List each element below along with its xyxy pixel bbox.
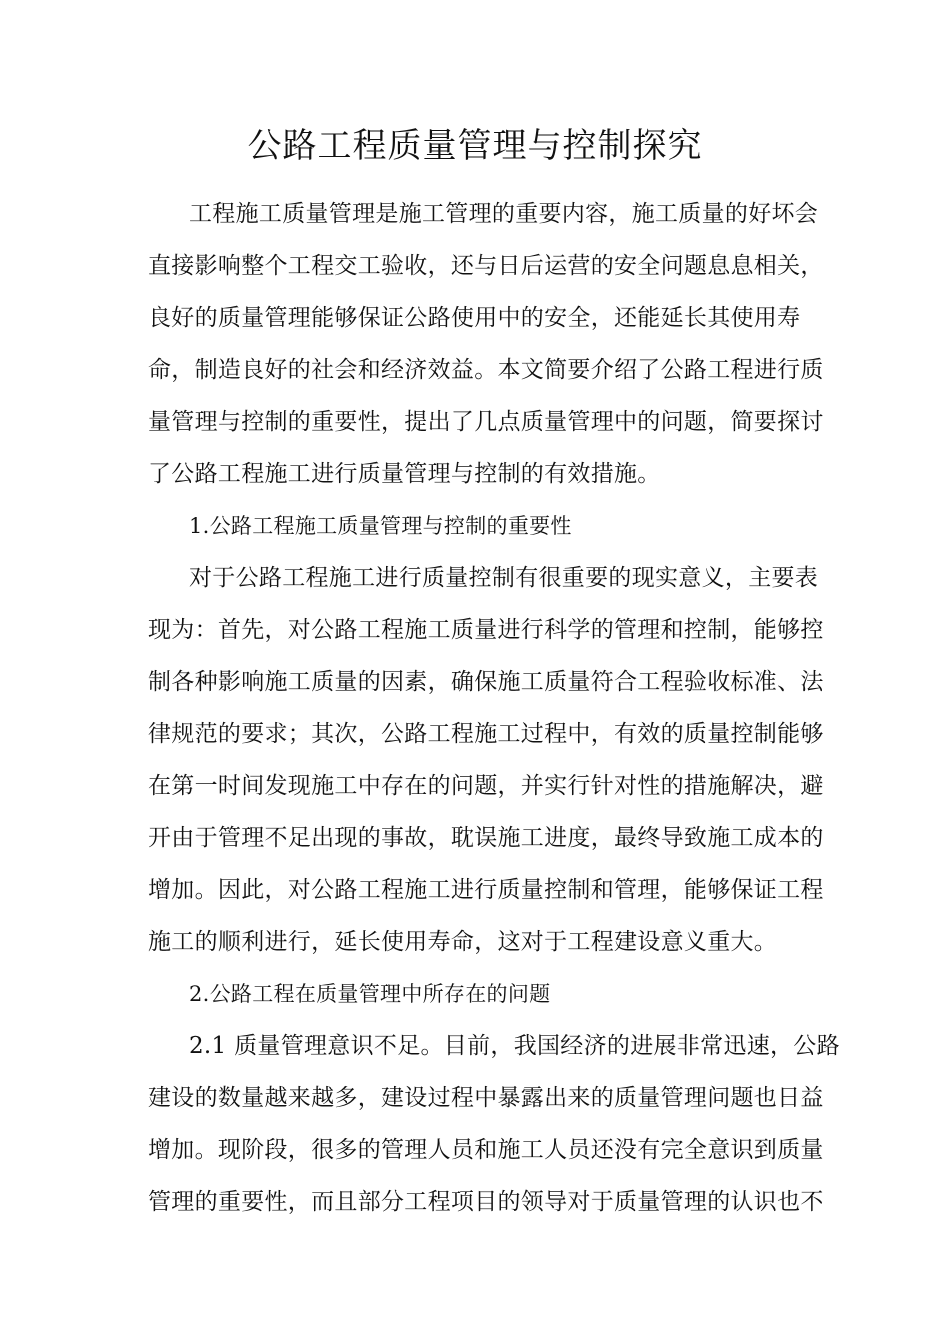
- paragraph-line: 增加。因此，对公路工程施工进行质量控制和管理，能够保证工程: [148, 877, 824, 903]
- section-heading-1: 1.公路工程施工质量管理与控制的重要性: [189, 514, 572, 538]
- paragraph-line: 律规范的要求；其次，公路工程施工过程中，有效的质量控制能够: [148, 721, 824, 747]
- paragraph-line: 对于公路工程施工进行质量控制有很重要的现实意义，主要表: [189, 565, 819, 591]
- paragraph-line: 直接影响整个工程交工验收，还与日后运营的安全问题息息相关，: [148, 253, 824, 279]
- paragraph-line: 良好的质量管理能够保证公路使用中的安全，还能延长其使用寿: [148, 305, 801, 331]
- paragraph-line: 工程施工质量管理是施工管理的重要内容，施工质量的好坏会: [189, 201, 819, 227]
- paragraph-line: 管理的重要性，而且部分工程项目的领导对于质量管理的认识也不: [148, 1189, 824, 1215]
- paragraph-line: 了公路工程施工进行质量管理与控制的有效措施。: [148, 461, 661, 487]
- paragraph-line: 现为：首先，对公路工程施工质量进行科学的管理和控制，能够控: [148, 617, 824, 643]
- paragraph-line: 量管理与控制的重要性，提出了几点质量管理中的问题，简要探讨: [148, 409, 824, 435]
- paragraph-line: 2.1 质量管理意识不足。目前，我国经济的进展非常迅速，公路: [189, 1033, 840, 1059]
- paragraph-line: 制各种影响施工质量的因素，确保施工质量符合工程验收标准、法: [148, 669, 824, 695]
- paragraph-line: 施工的顺利进行，延长使用寿命，这对于工程建设意义重大。: [148, 929, 778, 955]
- section-heading-2: 2.公路工程在质量管理中所存在的问题: [189, 982, 551, 1006]
- paragraph-line: 在第一时间发现施工中存在的问题，并实行针对性的措施解决，避: [148, 773, 824, 799]
- document-title: 公路工程质量管理与控制探究: [247, 126, 703, 166]
- paragraph-line: 命，制造良好的社会和经济效益。本文简要介绍了公路工程进行质: [148, 357, 824, 383]
- paragraph-line: 增加。现阶段，很多的管理人员和施工人员还没有完全意识到质量: [148, 1137, 824, 1163]
- paragraph-line: 建设的数量越来越多，建设过程中暴露出来的质量管理问题也日益: [148, 1085, 824, 1111]
- paragraph-line: 开由于管理不足出现的事故，耽误施工进度，最终导致施工成本的: [148, 825, 824, 851]
